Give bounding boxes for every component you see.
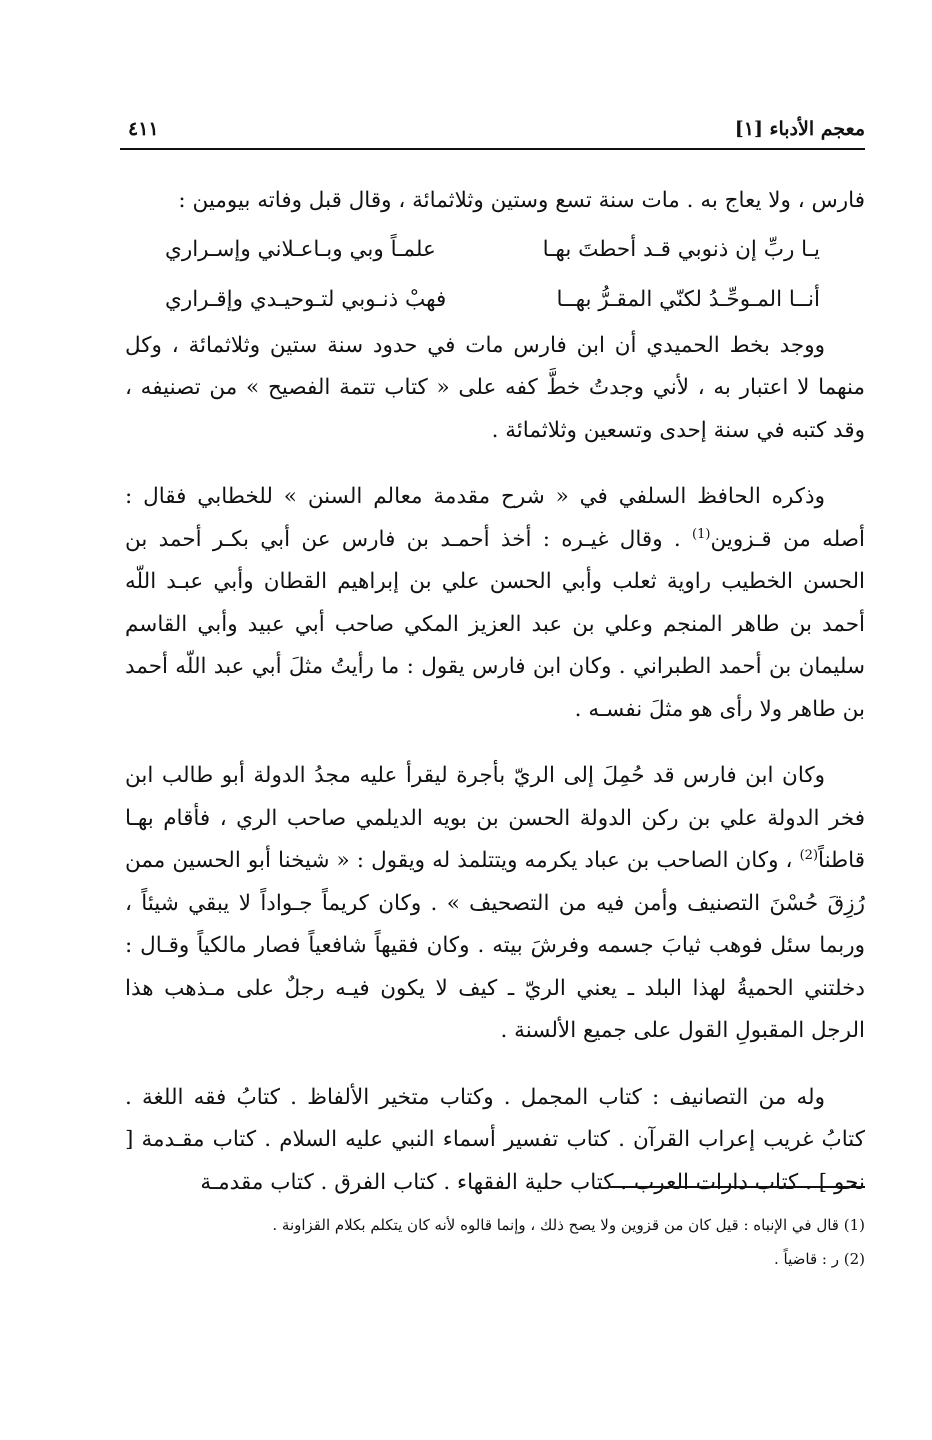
paragraph: ووجد بخط الحميدي أن ابن فارس مات في حدود سنة ستين وثلاثمائة ، وكل منهما لا اعتبار به ، لأني وجدتُ خطَّ كفه على « كتاب تتمة الفصيح » من تصنيفه ، وقد كتبه في سنة إحدى وتسعين وثلاثمائة . bbox=[125, 332, 865, 443]
paragraph-text: . وقال غيـره : أخذ أحمـد بن فارس عن أبي بكـر أحمد بن الحسن الخطيب راوية ثعلب وأبي الحسن علي بن إبراهيم القطان وأبي عبـد اللّه أحمد بن طاهر المنجم وعلي بن عبد العزيز المكي صاحب أبي عبيد وأبي القاسم سليمان بن أحمد الطبراني . وكان ابن فارس يقول : ما رأيتُ مثلَ أبي عبد اللّه أحمد بن طاهر ولا رأى هو مثلَ نفسـه . bbox=[125, 526, 865, 722]
paragraph bbox=[125, 476, 865, 731]
running-header bbox=[120, 110, 865, 150]
verse-first-hemistich: يـا ربِّ إن ذنوبي قـد أحطتَ بهـا bbox=[542, 236, 820, 262]
footnote: (1) قال في الإنباه : قيل كان من قزوين ولا يصح ذلك ، وإنما قالوه لأنه كان يتكلم بكلام القزاونة . bbox=[272, 1216, 865, 1234]
paragraph bbox=[125, 755, 865, 1053]
paragraph-text: وذكره الحافظ السلفي في « شرح مقدمة معالم السنن » للخطابي فقال : أصله من قـزوين bbox=[125, 484, 865, 552]
verse-second-hemistich: علمـاً وبي وبـاعـلاني وإسـراري bbox=[165, 236, 436, 262]
paragraph: وله من التصانيف : كتاب المجمل . وكتاب متخير الألفاظ . كتابُ فقه اللغة . كتابُ غريب إعراب القرآن . كتاب تفسير أسماء النبي عليه السلام . كتاب مقـدمة [ نحو ] . كتاب دارات العرب . كتاب حلية الفقهاء . كتاب الفرق . كتاب مقدمـة bbox=[125, 1084, 865, 1195]
paragraph-gap bbox=[125, 731, 865, 755]
footnote-separator bbox=[610, 1186, 865, 1188]
main-text bbox=[125, 180, 865, 1204]
running-title: معجم الأدباء [١] bbox=[734, 118, 865, 140]
intro-line: فارس ، ولا يعاج به . مات سنة تسع وستين وثلاثمائة ، وقال قبل وفاته بيومين : bbox=[178, 188, 865, 213]
footnote: (2) ر : قاضياً . bbox=[774, 1250, 865, 1268]
poem-verse bbox=[125, 225, 865, 275]
footnote-marker[interactable]: (1) bbox=[692, 526, 711, 542]
poem bbox=[125, 225, 865, 325]
paragraph-gap bbox=[125, 452, 865, 476]
poem-verse bbox=[125, 275, 865, 325]
page-number: ٤١١ bbox=[128, 118, 159, 140]
verse-second-hemistich: فهبْ ذنـوبي لتـوحيـدي وإقـراري bbox=[165, 286, 447, 312]
verse-first-hemistich: أنــا المـوحِّـدُ لكنّي المقـرُّ بهــا bbox=[556, 286, 820, 312]
paragraph-gap bbox=[125, 1053, 865, 1077]
paragraph-text: ، وكان الصاحب بن عباد يكرمه ويتتلمذ له ويقول : « شيخنا أبو الحسين ممن رُزِقَ حُسْنَ التصنيف وأمن فيه من التصحيف » . وكان كريماً جـواداً لا يبقي شيئاً ، وربما سئل فوهب ثيابَ جسمه وفرشَ بيته . وكان فقيهاً شافعياً فصار مالكياً وقـال : دخلتني الحميةُ لهذا البلد ـ يعني الريّ ـ كيف لا يكون فيـه رجلٌ على مـذهب هذا الرجل المقبولِ القول على جميع الألسنة . bbox=[125, 848, 865, 1043]
paragraph-text: وكان ابن فارس قد حُمِلَ إلى الريّ بأجرة ليقرأ عليه مجدُ الدولة أبو طالب ابن فخر الدولة علي بن ركن الدولة الحسن بن بويه الديلمي صاحب الري ، فأقام بهـا قاطناً bbox=[125, 763, 865, 873]
footnote-marker[interactable]: (2) bbox=[799, 847, 819, 863]
footnotes bbox=[125, 1208, 865, 1276]
